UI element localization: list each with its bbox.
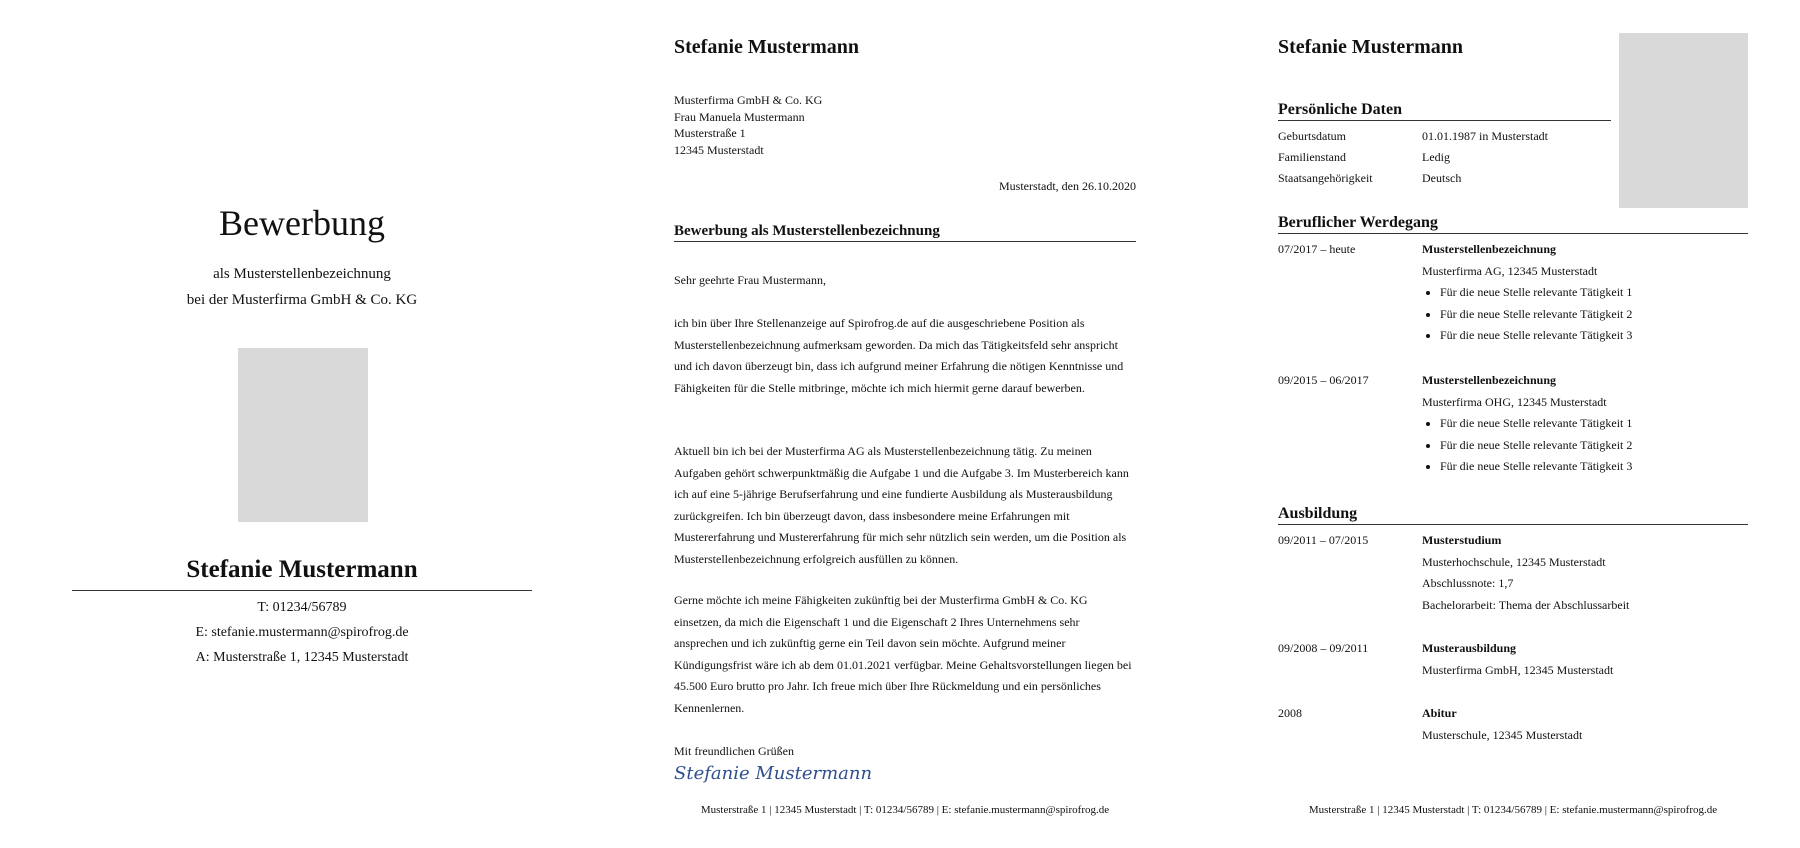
letter-paragraph: ich bin über Ihre Stellenanzeige auf Spirofrog.de auf die ausgeschriebene Position als Musterstellenbezeichnung aufmerksam geworden. Da mich das Tätigkeitsfeld sehr anspricht und ich davon überzeugt bin, dass ich aufgrund meiner Erfahrung die nötigen Kenntnisse und Fähigkeiten für die Stelle mitbringe, möchte ich mich hiermit gerne darauf bewerben. bbox=[674, 316, 1124, 395]
cv-value: 01.01.1987 in Musterstadt bbox=[1422, 129, 1548, 143]
cv-label: Geburtsdatum bbox=[1278, 129, 1346, 143]
cover-email: E: stefanie.mustermann@spirofrog.de bbox=[195, 625, 409, 640]
cv-company: Musterfirma AG, 12345 Musterstadt bbox=[1422, 263, 1598, 278]
cv-value: Deutsch bbox=[1422, 171, 1462, 185]
letter-date: Musterstadt, den 26.10.2020 bbox=[999, 179, 1136, 193]
letter-recipient-address bbox=[674, 92, 822, 158]
cover-address: A: Musterstraße 1, 12345 Musterstadt bbox=[195, 650, 409, 665]
recipient-line: Frau Manuela Mustermann bbox=[674, 109, 805, 124]
cv-period: 09/2015 – 06/2017 bbox=[1278, 373, 1369, 387]
cv-education-line: Musterfirma GmbH, 12345 Musterstadt bbox=[1422, 662, 1614, 677]
cv-period: 07/2017 – heute bbox=[1278, 242, 1356, 256]
list-item: • Für die neue Stelle relevante Tätigkeit 3 bbox=[1440, 456, 1738, 478]
cv-education-line: Abschlussnote: 1,7 bbox=[1422, 576, 1514, 591]
list-item: • Für die neue Stelle relevante Tätigkeit 3 bbox=[1440, 325, 1738, 347]
letter-footer: Musterstraße 1 | 12345 Musterstadt | T: 01234/56789 | E: stefanie.mustermann@spirofrog.de bbox=[700, 804, 1110, 816]
cover-page bbox=[0, 0, 600, 848]
letter-closing: Mit freundlichen Grüßen bbox=[674, 744, 794, 758]
letter-salutation: Sehr geehrte Frau Mustermann, bbox=[674, 273, 826, 287]
cv-page bbox=[1278, 0, 1738, 848]
cv-period: 09/2011 – 07/2015 bbox=[1278, 533, 1369, 547]
cv-label: Staatsangehörigkeit bbox=[1278, 171, 1373, 185]
cv-period: 2008 bbox=[1278, 706, 1302, 720]
list-item: • Für die neue Stelle relevante Tätigkeit 1 bbox=[1440, 413, 1738, 435]
cv-education-line: Bachelorarbeit: Thema der Abschlussarbeit bbox=[1422, 597, 1630, 612]
cv-company: Musterfirma OHG, 12345 Musterstadt bbox=[1422, 394, 1607, 409]
cv-job-title: Musterstellenbezeichnung bbox=[1422, 242, 1556, 256]
letter-paragraph: Gerne möchte ich meine Fähigkeiten zukünftig bei der Musterfirma GmbH & Co. KG einsetzen, da mich die Eigenschaft 1 und die Eigenschaft 2 Ihres Unternehmens sehr ansprechen und ich zukünftig gerne ein Teil davon sein möchte. Aufgrund meiner Kündigungsfrist wäre ich ab dem 01.01.2021 verfügbar. Meine Gehaltsvorstellungen liegen bei 45.500 Euro brutto pro Jahr. Ich freue mich über Ihre Rückmeldung und ein persönliches Kennenlernen. bbox=[674, 593, 1132, 715]
cv-period: 09/2008 – 09/2011 bbox=[1278, 641, 1369, 655]
cv-education-line: Musterschule, 12345 Musterstadt bbox=[1422, 727, 1583, 742]
letter-subject: Bewerbung als Musterstellenbezeichnung bbox=[674, 223, 1136, 242]
cv-activity-list bbox=[1422, 413, 1738, 478]
cv-heading-education: Ausbildung bbox=[1278, 505, 1748, 525]
recipient-line: 12345 Musterstadt bbox=[674, 142, 764, 157]
cv-job-title: Musterstellenbezeichnung bbox=[1422, 373, 1556, 387]
cover-phone: T: 01234/56789 bbox=[257, 600, 347, 615]
letter-paragraph: Aktuell bin ich bei der Musterfirma AG als Musterstellenbezeichnung tätig. Zu meinen Aufgaben gehört schwerpunktmäßig die Aufgabe 1 und die Aufgabe 3. Im Musterbereich kann ich auf eine 5-jährige Berufserfahrung und eine fundierte Ausbildung als Musterausbildung zurückgreifen. Ich bin überzeugt davon, dass insbesondere meine Erfahrungen mit Mustererfahrung und Mustererfahrung für mich sehr nützlich sein werden, um die Position als Musterstellenbezeichnung erfolgreich ausfüllen zu können. bbox=[674, 444, 1129, 566]
cv-activity-list bbox=[1422, 282, 1738, 347]
cv-value: Ledig bbox=[1422, 150, 1450, 164]
cover-applicant-name: Stefanie Mustermann bbox=[72, 556, 532, 591]
letter-signature: Stefanie Mustermann bbox=[674, 763, 873, 784]
cv-footer: Musterstraße 1 | 12345 Musterstadt | T: 01234/56789 | E: stefanie.mustermann@spirofrog.de bbox=[1308, 804, 1718, 816]
recipient-line: Musterfirma GmbH & Co. KG bbox=[674, 93, 823, 107]
cv-education-line: Musterhochschule, 12345 Musterstadt bbox=[1422, 554, 1606, 569]
cv-heading-personal: Persönliche Daten bbox=[1278, 101, 1611, 121]
list-item: • Für die neue Stelle relevante Tätigkeit 2 bbox=[1440, 304, 1738, 326]
cv-name: Stefanie Mustermann bbox=[1278, 36, 1463, 58]
cover-letter-page bbox=[674, 0, 1136, 848]
cv-education-title: Musterstudium bbox=[1422, 533, 1502, 547]
cv-heading-career: Beruflicher Werdegang bbox=[1278, 214, 1748, 234]
applicant-photo-placeholder bbox=[238, 348, 368, 522]
cv-label: Familienstand bbox=[1278, 150, 1346, 164]
letter-sender-name: Stefanie Mustermann bbox=[674, 36, 859, 58]
recipient-line: Musterstraße 1 bbox=[674, 126, 746, 140]
cover-subtitle-position: als Musterstellenbezeichnung bbox=[213, 266, 391, 282]
cover-subtitle-company: bei der Musterfirma GmbH & Co. KG bbox=[186, 292, 418, 308]
list-item: • Für die neue Stelle relevante Tätigkeit 1 bbox=[1440, 282, 1738, 304]
cv-education-title: Abitur bbox=[1422, 706, 1457, 720]
list-item: • Für die neue Stelle relevante Tätigkeit 2 bbox=[1440, 435, 1738, 457]
cover-title: Bewerbung bbox=[219, 203, 385, 243]
cv-education-title: Musterausbildung bbox=[1422, 641, 1517, 655]
